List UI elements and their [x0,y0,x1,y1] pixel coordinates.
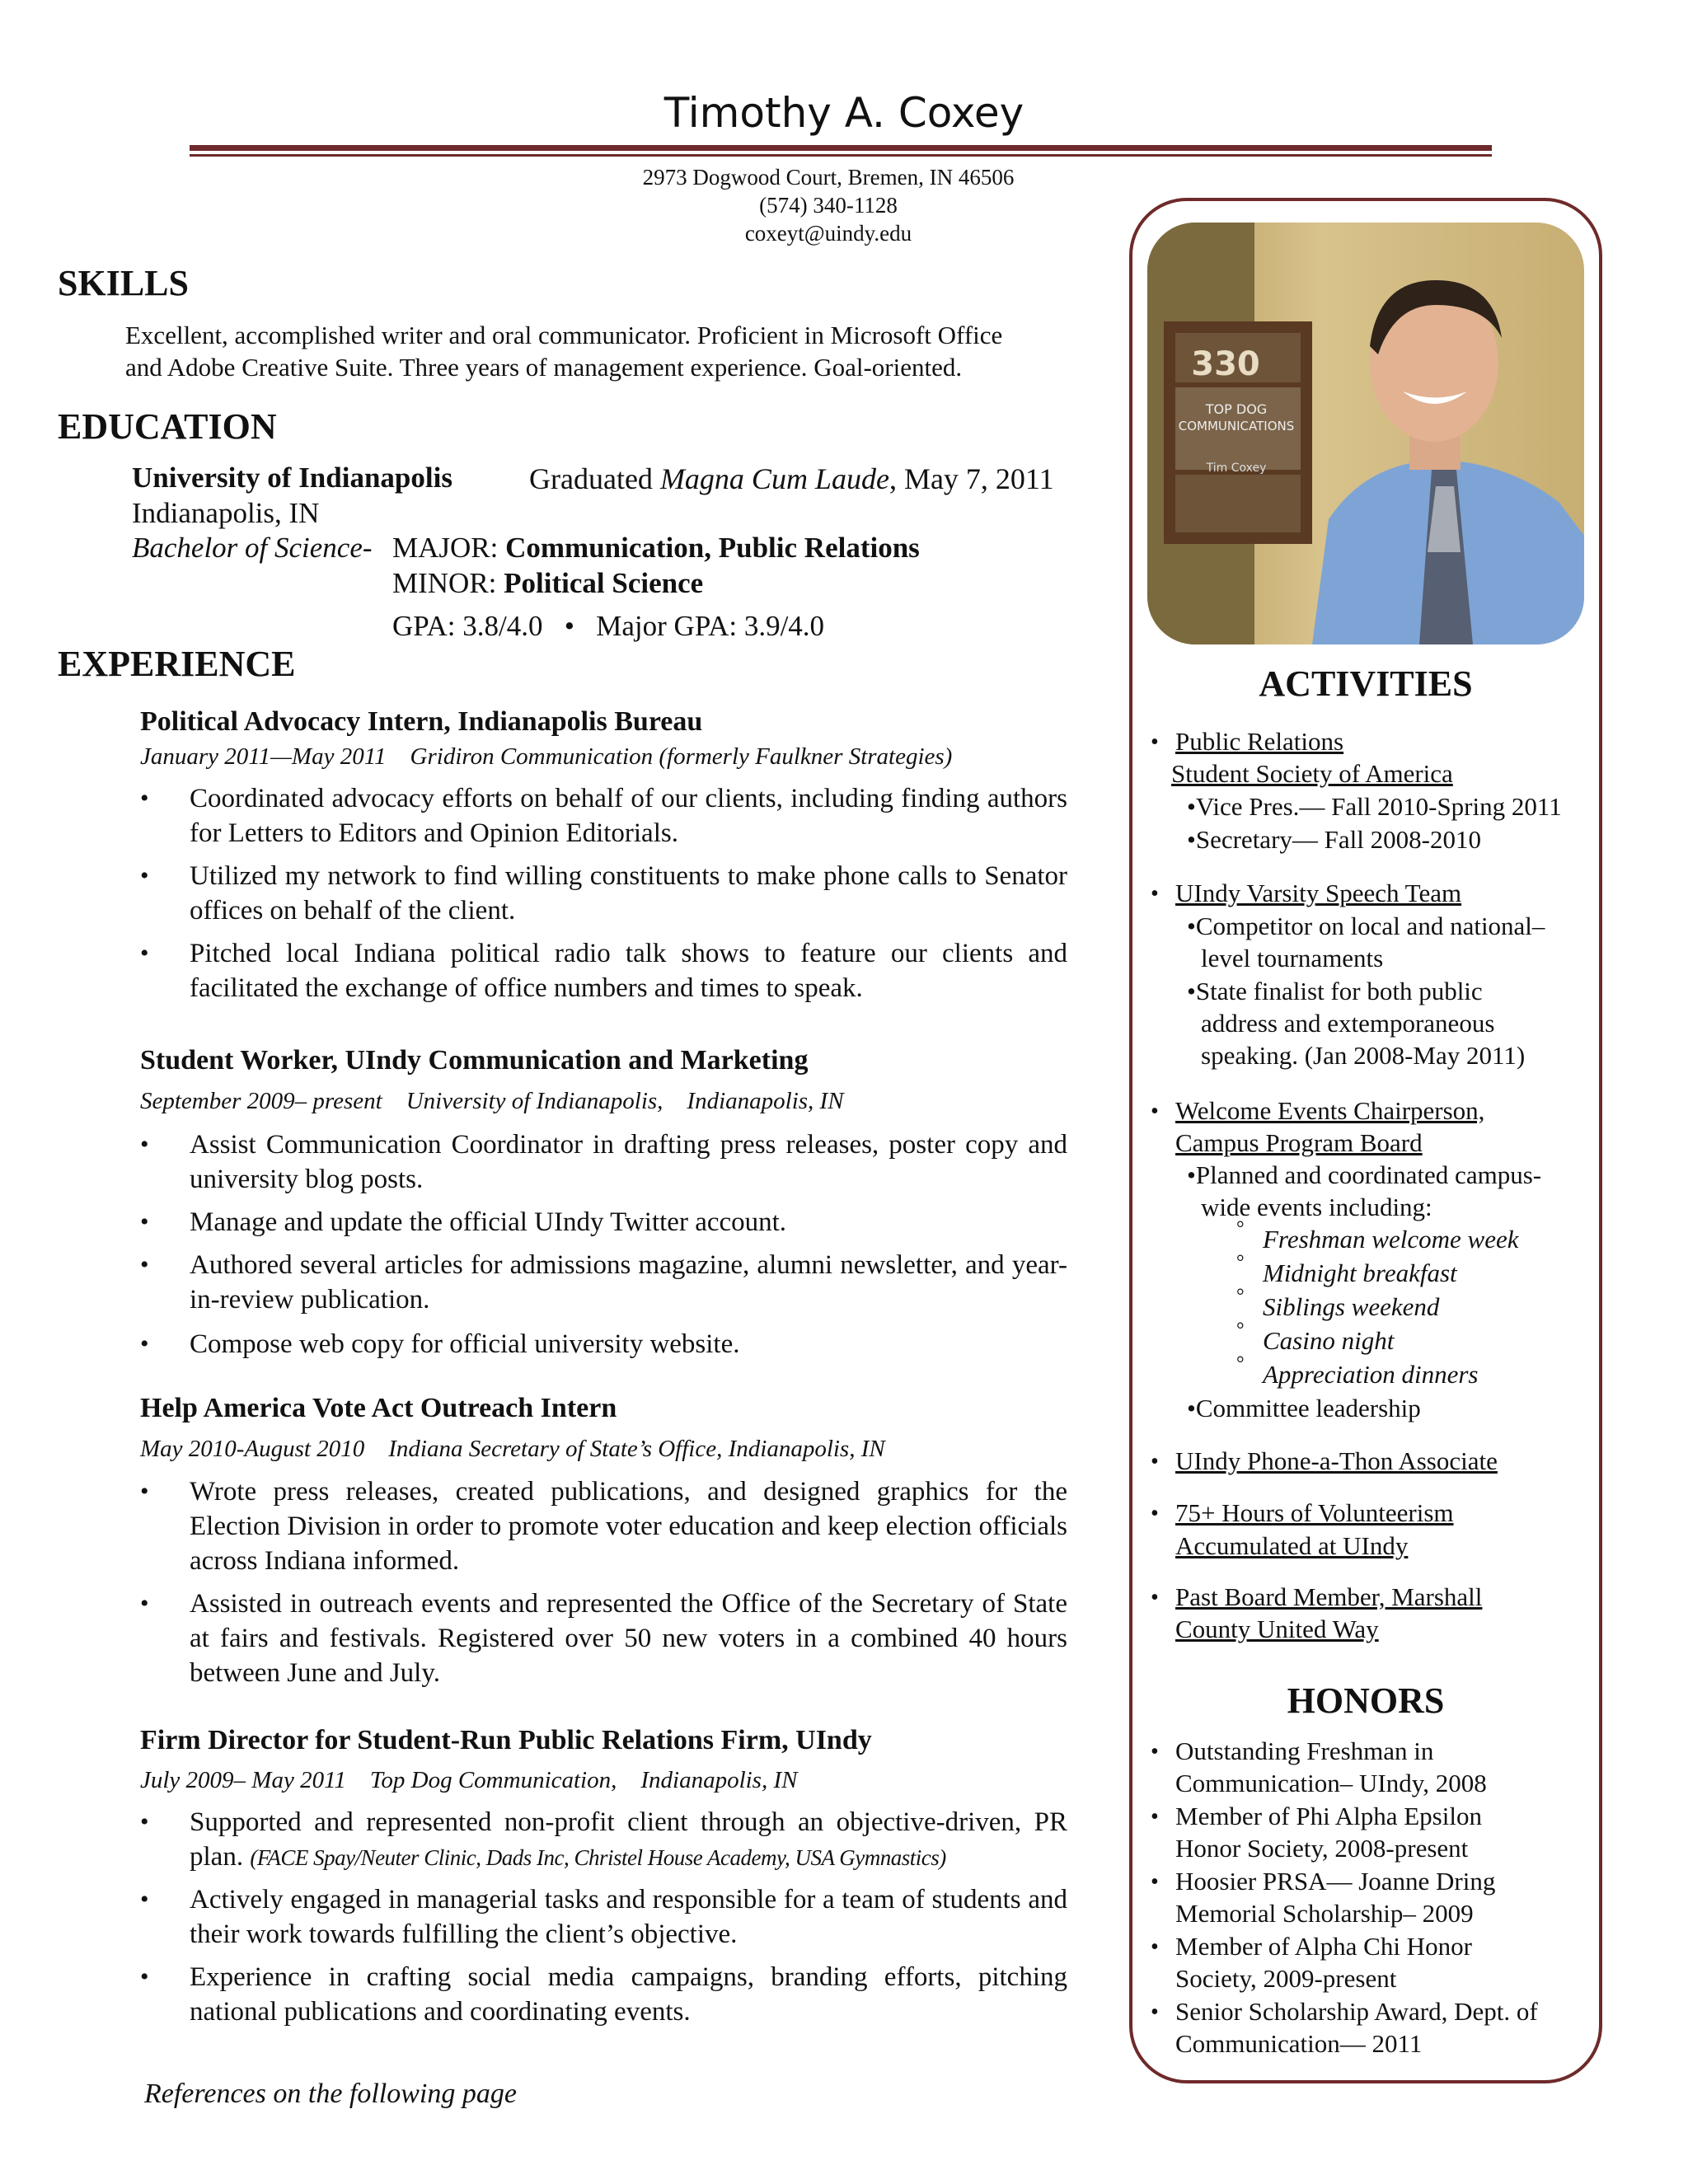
minor-value: Political Science [504,567,704,599]
degree: Bachelor of Science- [132,532,373,564]
list-item: • Coordinated advocacy efforts on behalf of our clients, including finding authors for Letters to Editors and Opinion Editorials. [140,781,1067,851]
bullet-icon: • [1151,1099,1159,1124]
latin-honors: Magna Cum Laude [659,462,889,495]
honor-line: Communication— 2011 [1175,2029,1423,2058]
list-item: • Pitched local Indiana political radio talk shows to feature our clients and facilitated the exchange of office numbers and times to speak. [140,936,1067,1005]
bullet-icon: • [1151,1585,1159,1610]
list-item: • Manage and update the official UIndy Twitter account. [140,1205,1067,1240]
bullet-icon: • [140,1808,149,1835]
activity-detail: •Planned and coordinated campus- [1187,1160,1542,1189]
sign-name: Tim Coxey [1206,462,1267,475]
bullet-icon: • [140,1963,149,1990]
bullet-icon: • [1151,1999,1159,2025]
event-item: Appreciation dinners [1263,1360,1479,1389]
major [392,532,920,565]
list-item: • Assisted in outreach events and represented the Office of the Secretary of State at fairs and festivals. Registered over 50 new voters in a combined 40 hours between June and July. [140,1586,1067,1690]
graduation-date: , May 7, 2011 [889,462,1054,495]
job-meta: September 2009– present University of Indianapolis, Indianapolis, IN [140,1088,844,1114]
school-location: Indianapolis, IN [132,497,320,529]
school-name: University of Indianapolis [132,462,452,494]
activity-detail: •Secretary— Fall 2008-2010 [1187,825,1481,854]
honor-line: Communication– UIndy, 2008 [1175,1769,1487,1797]
bullet-icon: • [140,1886,149,1913]
client-list: (FACE Spay/Neuter Clinic, Dads Inc, Christel House Academy, USA Gymnastics) [250,1845,946,1870]
circle-bullet-icon: ° [1236,1353,1245,1375]
bullet-icon: • [140,1251,149,1278]
skills-line-2: and Adobe Creative Suite. Three years of management experience. Goal-oriented. [125,353,963,382]
experience-heading: EXPERIENCE [58,644,296,684]
job-title: Firm Director for Student-Run Public Relations Firm, UIndy [140,1725,872,1755]
major-value: Communication, Public Relations [505,532,920,564]
activity-welcome-line-2: Campus Program Board [1175,1128,1423,1157]
major-label: MAJOR: [392,532,506,564]
list-item: • Actively engaged in managerial tasks and responsible for a team of students and their work towards fulfilling the client’s objective. [140,1882,1067,1952]
event-item: Casino night [1263,1326,1395,1355]
activities-heading: ACTIVITIES [1259,663,1473,704]
job-title: Student Worker, UIndy Communication and Marketing [140,1045,809,1076]
sign-number: 330 [1191,345,1260,383]
honor-line: Society, 2009-present [1175,1964,1397,1993]
bullet-icon: • [140,1478,149,1505]
activity-detail: •State finalist for both public [1187,977,1483,1005]
sign-line-2: COMMUNICATIONS [1178,419,1295,434]
event-item: Midnight breakfast [1263,1258,1457,1287]
list-item: • Assist Communication Coordinator in drafting press releases, poster copy and university blog posts. [140,1127,1067,1197]
activity-detail: speaking. (Jan 2008-May 2011) [1201,1041,1526,1070]
list-item: • Supported and represented non-profit client through an objective-driven, PR plan. (FACE Spay/Neuter Clinic, Dads Inc, Christel House Academy, USA Gymnastics) [140,1805,1067,1875]
bullet-icon: • [1151,1869,1159,1895]
bullet-icon: • [140,940,149,967]
bullet-icon: • [1151,1804,1159,1830]
activity-detail: level tournaments [1201,944,1384,972]
minor [392,567,703,600]
activity-volunteer-line-2: Accumulated at UIndy [1175,1531,1409,1560]
education-heading: EDUCATION [58,406,277,447]
job-title: Help America Vote Act Outreach Intern [140,1393,617,1423]
activity-prsa-line-2: Student Society of America [1171,759,1453,788]
minor-label: MINOR: [392,567,504,599]
honor-line: Memorial Scholarship– 2009 [1175,1899,1474,1928]
header-rule-thin [190,154,1492,157]
bullet-icon: • [1151,729,1159,755]
circle-bullet-icon: ° [1236,1252,1245,1273]
bullet-icon: • [1151,1449,1159,1474]
activity-detail: •Committee leadership [1187,1394,1421,1422]
activity-welcome-line-1: Welcome Events Chairperson, [1175,1096,1485,1125]
list-item: • Wrote press releases, created publications, and designed graphics for the Election Division in order to promote voter education and keep election officials across Indiana informed. [140,1474,1067,1578]
bullet-icon: • [140,1330,149,1357]
bullet-icon: • [140,785,149,812]
job-title: Political Advocacy Intern, Indianapolis Bureau [140,706,703,737]
activity-prsa-line-1: Public Relations [1175,727,1344,756]
honor-line: Honor Society, 2008-present [1175,1834,1469,1863]
honors-heading: HONORS [1287,1680,1445,1721]
job-meta: July 2009– May 2011 Top Dog Communication, Indianapolis, IN [140,1767,798,1793]
bullet-icon: • [1151,1501,1159,1526]
event-item: Freshman welcome week [1263,1225,1519,1254]
bullet-icon: • [140,1131,149,1158]
bullet-icon: • [140,1208,149,1235]
address: 2973 Dogwood Court, Bremen, IN 46506 [642,165,1015,190]
circle-bullet-icon: ° [1236,1319,1245,1341]
bullet-icon: • [140,1590,149,1617]
skills-heading: SKILLS [58,263,189,303]
profile-photo [1147,223,1584,644]
honor-line: Member of Alpha Chi Honor [1175,1932,1472,1961]
activity-speech-team: UIndy Varsity Speech Team [1175,879,1462,907]
honor-line: Member of Phi Alpha Epsilon [1175,1802,1482,1830]
activity-detail: •Competitor on local and national– [1187,912,1545,940]
activity-detail: •Vice Pres.— Fall 2010-Spring 2011 [1187,792,1562,821]
resume-name: Timothy A. Coxey [663,89,1025,137]
list-item: • Authored several articles for admissions magazine, alumni newsletter, and year-in-review publication. [140,1248,1067,1317]
bullet-icon: • [1151,881,1159,907]
honor-line: Outstanding Freshman in [1175,1736,1434,1765]
honor-line: Hoosier PRSA— Joanne Dring [1175,1867,1496,1896]
sign-line-1: TOP DOG [1205,401,1268,417]
activity-board-line-1: Past Board Member, Marshall [1175,1582,1483,1611]
list-item: • Experience in crafting social media campaigns, branding efforts, pitching national publications and coordinating events. [140,1960,1067,2029]
event-item: Siblings weekend [1263,1292,1440,1321]
gpa: GPA: 3.8/4.0 • Major GPA: 3.9/4.0 [392,610,825,642]
graduated-prefix: Graduated [529,462,660,495]
circle-bullet-icon: ° [1236,1286,1245,1307]
skills-line-1: Excellent, accomplished writer and oral communicator. Proficient in Microsoft Office [125,321,1003,349]
activity-phonathon: UIndy Phone-a-Thon Associate [1175,1446,1498,1475]
bullet-icon: • [1151,1739,1159,1765]
bullet-icon: • [1151,1934,1159,1960]
activity-detail: address and extemporaneous [1201,1009,1495,1038]
profile-photo-illustration [1147,223,1584,644]
list-item: • Utilized my network to find willing constituents to make phone calls to Senator offices on behalf of the client. [140,859,1067,928]
header-rule-thick [190,145,1492,151]
activity-volunteer-line-1: 75+ Hours of Volunteerism [1175,1498,1454,1527]
graduation-info [529,462,1054,496]
email: coxeyt@uindy.edu [744,221,912,246]
activity-detail: wide events including: [1201,1193,1432,1221]
bullet-icon: • [140,862,149,889]
references-note: References on the following page [144,2079,517,2109]
job-meta: May 2010-August 2010 Indiana Secretary of State’s Office, Indianapolis, IN [140,1436,885,1462]
honor-line: Senior Scholarship Award, Dept. of [1175,1997,1538,2026]
phone: (574) 340-1128 [759,193,898,218]
list-item: • Compose web copy for official university website. [140,1327,1067,1361]
job-meta: January 2011—May 2011 Gridiron Communication (formerly Faulkner Strategies) [140,743,953,770]
circle-bullet-icon: ° [1236,1218,1245,1240]
activity-board-line-2: County United Way [1175,1615,1379,1643]
